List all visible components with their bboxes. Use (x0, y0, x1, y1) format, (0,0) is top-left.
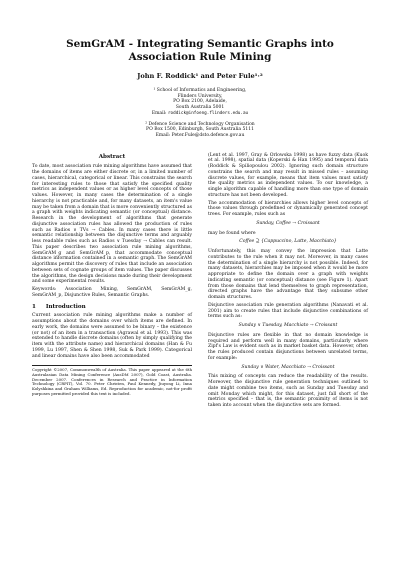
abstract-heading: Abstract (98, 153, 126, 160)
section-number: 1 (32, 303, 36, 310)
equation-1: Sunday, Coffee → Croissant (256, 220, 320, 226)
section-title: Introduction (45, 303, 86, 310)
affiliation-2 (32, 122, 368, 139)
paper-title (32, 38, 368, 63)
affil1-email-row (32, 111, 368, 117)
right-paragraph-2: The accommodation of hierarchies allows higher level concepts of those values through predefined or dynamically generated concept trees. For example, rules such as (208, 200, 368, 218)
right-paragraph-3: may be found where (208, 230, 256, 236)
abstract-text: To date, most association rule mining algorithms have assumed that the domains of items are either discrete or, in a limited number of cases, hierarchical, categorical or linear. This constrains the search for interesting rules to those that satisfy the specified quality metrics as independent values or as higher level concepts of those values. However, in many cases the determination of a single hierarchy is not practicable and, for many datasets, an item's value may be taken from a domain that is more conveniently structured as a graph with weights indicating semantic (or conceptual) distance. Research in the development of algorithms that generate disjunctive association rules has allowed the production of rules such as Radios ∨ TVs → Cables. In many cases there is little semantic relationship between the disjunctive terms and arguably less readable rules such as Radios ∨ Tuesday → Cables can result. This paper describes two association rule mining algorithms, SemGrAM_g and SemGrAM_p, that accommodate conceptual distance information contained in a semantic graph. The SemGrAM algorithms permit the discovery of rules that include an association between sets of cognate groups of item values. The paper discusses the algorithms, the design decisions made during their development and some experimental results. (32, 164, 193, 285)
right-column (208, 153, 368, 411)
title-line-2: Association Rule Mining (128, 50, 272, 63)
left-column (32, 153, 192, 411)
section-heading-introduction (32, 305, 192, 311)
introduction-text: Current association rule mining algorithms make a number of assumptions about the domains over which items are defined. In early work, the domains were assumed to be binary – the existence (or not) of an item in a transaction (Agrawal et al. 1993). This was extended to handle discrete domains (often by simply qualifying the item with the attribute name) and hierarchical domains (Han & Fu 1999, Lu 1997, Shen & Shen 1998, Suk & Park 1999). Categorical and linear domains have also been accommodated (32, 313, 192, 359)
two-column-body (32, 153, 368, 411)
affil1-email-link[interactable]: roddick@infoeng.flinders.edu.au (167, 110, 249, 116)
right-paragraph-4: Unfortunately, this may convey the impression that Latte contributes to the rule when it may not. Moreover, in many cases the determination of a single hierarchy is not possible. Indeed, for many datasets, hierarchies may be imposed when it would be more appropriate to define the domain over a graph with weights indicating semantic (or conceptual) distance (see Figure 1). Apart from those domains that lend themselves to graph representation, directed graphs have the advantage that they subsume other domain structures. (208, 249, 368, 301)
copyright-footnote: Copyright ©2007, Commonwealth of Australia. This paper appeared at the 6th Australasian Data Mining Conference (AusDM 2007), Gold Coast, Australia. December 2007. Conferences in Research and Practice in Information Technology (CRPIT), Vol. 70. Peter Christen, Paul Kennedy, Jiuyong Li, Inna Kolyshkina and Graham Williams, Ed. Reproduction for academic, not-for profit purposes permitted provided this text is included. (32, 367, 192, 396)
right-paragraph-5: Disjunctive association rule generation algorithms (Nanavati et al. 2001) aim to create rules that include disjunctive combinations of terms such as: (208, 302, 368, 320)
equation-3: Sunday ∨ Tuesday, Macchiato → Croissant (238, 323, 338, 329)
right-paragraph-6: Disjunctive rules are flexible in that no domain knowledge is required and perform well in many domains, particularly where Zipf's Law is evident such as in market basket data. However, often the rules produced contain disjunctions between unrelated terms, for example: (208, 332, 368, 361)
affil1-line3: PO Box 2100, Adelaide, (173, 99, 227, 105)
affil1-line2: Flinders University, (177, 93, 223, 99)
keywords: Keywords: Association Mining, SemGrAM, SemGrAM_g, SemGrAM_p, Disjunctive Rules, Semantic Graphs. (32, 287, 192, 298)
affil2-line2: PO Box 1500, Edinburgh, South Australia 5111 (146, 127, 254, 133)
affil1-line4: South Australia 5001 (175, 105, 225, 111)
author-list: John F. Roddick¹ and Peter Fule¹·² (137, 72, 263, 80)
equation-4: Sunday ∨ Water, Macchiato → Croissant (241, 364, 335, 370)
title-line-1: SemGrAM - Integrating Semantic Graphs into (66, 38, 334, 50)
affil1-email-label: Email: (151, 110, 167, 116)
affil1-line1: ¹ School of Informatics and Engineering, (153, 88, 247, 93)
affil2-email[interactable]: Email: Peter.Fule@dsto.defence.gov.au (155, 132, 245, 138)
affiliation-1 (32, 88, 368, 117)
equation-2: Coffee ⊇ {Cappuccino, Latte, Macchiato} (239, 239, 337, 245)
right-paragraph-7: This mixing of concepts can reduce the readability of the results. Moreover, the disjunctive rule generation techniques outlined to date might combine two items, such as Sunday and Tuesday and omit Monday which might, for this dataset, just fall short of the metrics specified – that is, the semantic proximity of items is not taken into account when the disjunctive sets are formed. (208, 374, 368, 409)
affil2-line1: ² Defence Science and Technology Organisation (145, 121, 255, 127)
right-paragraph-1: (Lent et al. 1997, Gray & Orlowska 1998) as have fuzzy data (Kuok et al. 1998), spatial data (Koperski & Han 1995) and temporal data (Roddick & Spiliopoulou 2002). Ignoring such domain structure constrains the search and may result in missed rules – assuming discrete values, for example, means that item values must satisfy the quality metrics as independent values. To our knowledge, a single algorithm capable of handling more than one type of domain structure has not been developed. (208, 152, 368, 198)
